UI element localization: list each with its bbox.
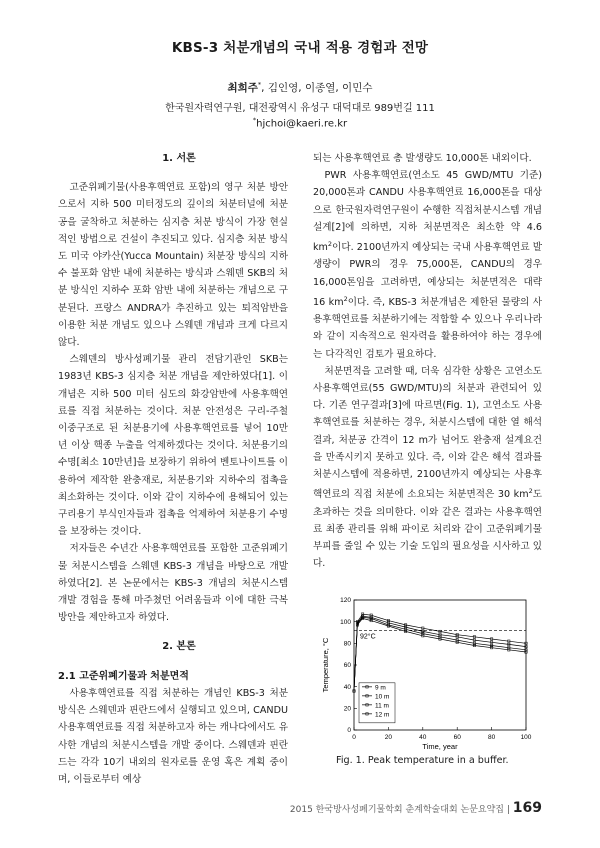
y-tick-label: 80 [343, 640, 351, 648]
paragraph: 저자들은 수년간 사용후핵연료를 포함한 고준위폐기물 처분시스템을 스웨덴 KBS-3 개념을 바탕으로 개발하였다[2]. 본 논문에서는 KBS-3 개념의 처분시스템 개발 경험을 통해 마주쳤던 어려움들과 이에 대한 극복 방안을 제안하고자 하였다. [58, 543, 288, 624]
paper-title: KBS-3 처분개념의 국내 적용 경험과 전망 [171, 40, 429, 56]
page-number: 169 [512, 800, 542, 816]
y-tick-label: 120 [340, 597, 351, 605]
text-run: 이다. 즉, KBS-3 처분개념은 제한된 물량의 사용후핵연료를 처분하기에는 적합할 수 있으나 우리나라와 같이 지속적으로 원자력을 활용하여야 하는 경우에는 다각적인 검토가 필요하다. [313, 297, 542, 360]
temperature-chart [318, 592, 538, 752]
superscript: 2 [343, 294, 348, 303]
email-line [0, 116, 600, 129]
legend-label: 10 m [375, 693, 390, 701]
footer-text: 2015 한국방사성폐기물학회 춘계학술대회 논문요약집 [289, 805, 504, 815]
subsection-2-1-heading: 2.1 고준위폐기물과 처분면적 [58, 670, 189, 682]
lead-author: 최희주 [227, 82, 258, 94]
email-mark: * [252, 116, 257, 124]
page-footer [290, 800, 542, 816]
legend-label: 11 m [375, 702, 389, 710]
paragraph [313, 167, 542, 363]
series-line-9m [354, 614, 526, 691]
figure-caption: Fig. 1. Peak temperature in a buffer. [336, 755, 509, 766]
affiliation: 한국원자력연구원, 대전광역시 유성구 대덕대로 989번길 111 [165, 103, 435, 114]
superscript: 2 [528, 487, 533, 496]
author-line [0, 80, 600, 95]
series-line-12m [354, 618, 526, 691]
paragraph: 고준위폐기물(사용후핵연료 포함)의 영구 처분 방안으로서 지하 500 미터정도의 깊이의 처분터널에 처분공을 굴착하고 처분하는 심지층 처분 방식이 가장 현실적인 방법으로 건설이 추진되고 있다. 심지층 처분 방식도 미국 야카산(Yucca Mountain) 처분장 방식의 지하수 불포화 암반 내에 처분하는 방식과 스웨덴 SKB의 처분 방식인 지하수 포화 암반 내에 처분하는 개념으로 구분된다. 프랑스 ANDRA가 추진하고 있는 퇴적암반을 이용한 처분 개념도 있으나 스웨덴 개념과 크게 다르지 않다. [58, 182, 288, 349]
text-run: 도 초과하는 것을 의미한다. 이와 같은 결과는 사용후핵연료 최종 관리를 위해 파이로 처리와 같이 고준위폐기물 부피를 줄일 수 있는 기술 도입의 필요성을 시사하고 있다. [313, 489, 542, 570]
section-1-heading: 1. 서론 [162, 153, 196, 164]
email: hjchoi@kaeri.re.kr [256, 118, 348, 130]
x-tick-label: 0 [352, 734, 356, 741]
annotation-label: 92°C [360, 633, 376, 641]
y-tick-label: 100 [340, 618, 351, 626]
y-axis-label: Temperature, °C [321, 637, 330, 693]
text-run: 이다. 2100년까지 예상되는 국내 사용후핵연료 발생량이 PWR의 경우 75,000톤, CANDU의 경우 16,000톤임을 고려하면, 예상되는 처분면적은 대략 16 km [313, 242, 542, 308]
x-axis-label: Time, year [422, 742, 458, 751]
series-line-11m [354, 617, 526, 691]
superscript: 2 [327, 240, 333, 249]
legend-label: 9 m [375, 684, 386, 692]
paragraph: 스웨덴의 방사성폐기물 관리 전담기관인 SKB는 1983년 KBS-3 심지층 처분 개념을 제안하였다[1]. 이 개념은 지하 500 미터 심도의 화강암반에 사용후핵연료를 직접 처분하는 것이다. 처분 안전성은 구리-주철 이중구조로 된 처분용기에 사용후핵연료를 넣어 10만년 이상 핵종 누출을 억제하겠다는 것이다. 처분용기의 수명[최소 10만년]을 보장하기 위하여 벤토나이트를 이용하여 제작한 완충재로, 처분용기와 지하수의 접촉을 최소화하는 것이다. 이와 같이 지하수에 용해되어 있는 구리용기 부식인자들과 접촉을 억제하여 처분용기 수명을 보장하는 것이다. [58, 354, 288, 538]
left-column [58, 150, 288, 788]
text-run: PWR 사용후핵연료(연소도 45 GWD/MTU 기준) 20,000톤과 CANDU 사용후핵연료 16,000톤을 대상으로 한국원자력연구원이 수행한 직접처분시스템 개념설계[2]에 의하면, 지하 처분면적은 최소한 약 4.6 km [313, 170, 542, 254]
x-tick-label: 80 [487, 734, 496, 741]
coauthors: , 김인영, 이종열, 이민수 [261, 82, 373, 94]
right-column [313, 150, 542, 572]
y-tick-label: 60 [343, 662, 351, 670]
lead-author-mark: * [257, 80, 262, 89]
paragraph [313, 363, 542, 573]
x-tick-label: 40 [419, 734, 427, 741]
paragraph: 되는 사용후핵연료 총 발생량도 10,000톤 내외이다. [313, 153, 532, 164]
y-tick-label: 40 [343, 683, 351, 691]
x-tick-label: 100 [520, 734, 532, 741]
text-run: 처분면적을 고려할 때, 더욱 심각한 상황은 고연소도 사용후핵연료(55 GWD/MTU)의 처분과 관련되어 있다. 기존 연구결과[3]에 따르면(Fig. 1), 고연소도 사용후핵연료를 처분하는 경우, 처분시스템에 대한 열 해석 결과, 처분공 간격이 12 m가 넘어도 완충재 설계요건을 만족시키지 못하고 있다. 즉, 이와 같은 해석 결과를 처분시스템에 적용하면, 2100년까지 예상되는 사용후핵연료의 직접 처분에 소요되는 처분면적은 30 km [313, 365, 542, 501]
paragraph: 사용후핵연료를 직접 처분하는 개념인 KBS-3 처분방식은 스웨덴과 핀란드에서 실행되고 있으며, CANDU 사용후핵연료를 직접 처분하고자 하는 캐나다에서도 유사한 개념의 처분시스템을 개발 중이다. 스웨덴과 핀란드는 각각 10기 내외의 원자로를 운영 혹은 계획 중이며, 이들로부터 예상 [58, 687, 288, 785]
section-2-heading: 2. 본론 [162, 641, 196, 653]
y-tick-label: 0 [347, 727, 351, 735]
y-tick-label: 20 [343, 705, 351, 713]
x-tick-label: 20 [384, 734, 393, 741]
series-line-10m [354, 616, 526, 691]
legend-label: 12 m [375, 711, 390, 719]
footer-separator: | [506, 805, 510, 815]
x-tick-label: 60 [453, 734, 461, 741]
